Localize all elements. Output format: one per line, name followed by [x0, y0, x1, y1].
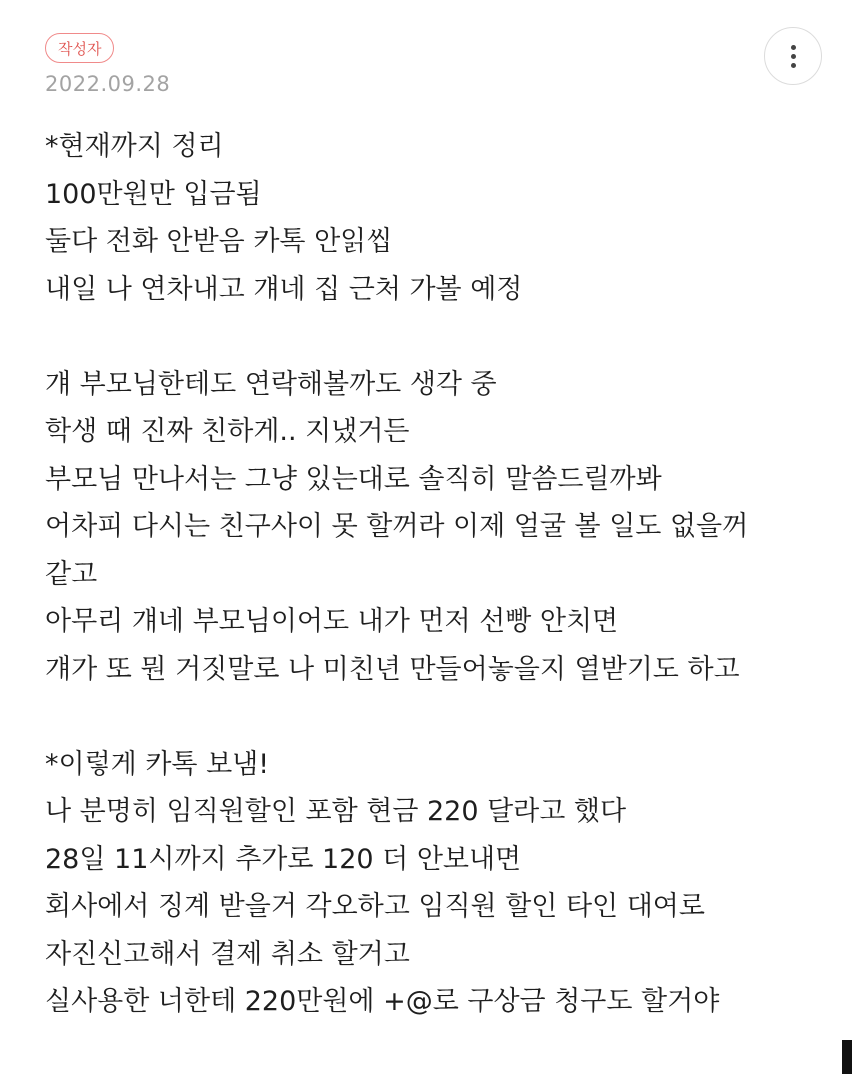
post-line: *이렇게 카톡 보냄! — [45, 748, 270, 780]
post-body — [45, 123, 765, 1026]
post-line: 아무리 걔네 부모님이어도 내가 먼저 선빵 안치면 — [45, 606, 619, 637]
author-badge: 작성자 — [45, 33, 114, 63]
more-options-button[interactable] — [764, 27, 822, 85]
post-line-blank — [45, 693, 765, 741]
post-line: 걔가 또 뭔 거짓말로 나 미친년 만들어놓을지 열받기도 하고 — [45, 653, 740, 685]
post-line: 100만원만 입금됨 — [45, 178, 262, 210]
post-line: 28일 11시까지 추가로 120 더 안보내면 — [45, 843, 522, 875]
post-date: 2022.09.28 — [45, 72, 171, 96]
post-line-blank — [45, 313, 765, 361]
post-line: 어차피 다시는 친구사이 못 할꺼라 이제 얼굴 볼 일도 없을꺼 — [45, 511, 749, 542]
post-line: 실사용한 너한테 220만원에 +@로 구상금 청구도 할거야 — [45, 986, 720, 1017]
scrollbar-thumb[interactable] — [842, 1040, 852, 1074]
more-vertical-icon — [791, 45, 796, 68]
post-line: 부모님 만나서는 그냥 있는대로 솔직히 말씀드릴까봐 — [45, 463, 662, 495]
post-line: 둘다 전화 안받음 카톡 안읽씹 — [45, 226, 393, 257]
post-line: 회사에서 징계 받을거 각오하고 임직원 할인 타인 대여로 — [45, 891, 705, 922]
post-line: 나 분명히 임직원할인 포함 현금 220 달라고 했다 — [45, 796, 627, 827]
post-line: 학생 때 진짜 친하게.. 지냈거든 — [45, 416, 410, 447]
post-line: *현재까지 정리 — [45, 131, 224, 162]
post-line: 내일 나 연차내고 걔네 집 근처 가볼 예정 — [45, 273, 523, 305]
post-line: 같고 — [45, 558, 98, 590]
post-line: 자진신고해서 결제 취소 할거고 — [45, 938, 410, 970]
post-line: 걔 부모님한테도 연락해볼까도 생각 중 — [45, 368, 497, 400]
